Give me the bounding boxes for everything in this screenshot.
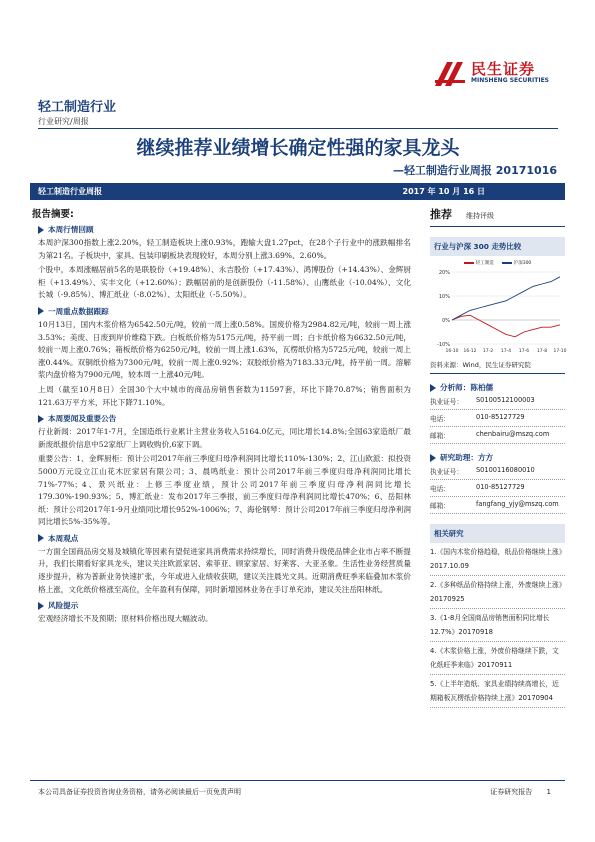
logo-en-text: MINSHENG SECURITIES bbox=[471, 77, 549, 84]
legend-swatch bbox=[464, 262, 474, 264]
info-label: 电话： bbox=[430, 415, 450, 423]
info-value[interactable]: chenbairu@mszq.com bbox=[476, 430, 550, 438]
footer-divider bbox=[30, 780, 565, 781]
section-risk bbox=[38, 600, 411, 626]
rating-maintain: 维持评级 bbox=[466, 212, 494, 220]
section-heading bbox=[38, 600, 411, 611]
related-item[interactable]: 4.《木浆价格上涨，外废价格继续下跌，文化纸旺季来临》20170911 bbox=[430, 642, 565, 675]
page-number: 1 bbox=[546, 788, 551, 796]
legend-swatch bbox=[502, 262, 512, 264]
y-tick-label: 10% bbox=[438, 294, 450, 300]
abstract-column bbox=[32, 206, 411, 628]
paragraph: 个股中，本周涨幅居前5名的是联股份（+19.48%）、永吉股份（+17.43%）、鸿博股份（+14.43%）、金辉厨柜（+13.49%）、实丰文化（+12.60%）；跌幅居前的是创新股份（-11.58%）、山鹰纸业（-10.04%）、文化长城（-9.85%）、博汇纸业（-8.02%）、太阳纸业（-5.50%）。 bbox=[38, 265, 411, 300]
analyst-heading bbox=[430, 382, 565, 393]
minsheng-logo-icon bbox=[433, 58, 467, 88]
section-heading bbox=[38, 224, 411, 235]
section-market-review bbox=[38, 224, 411, 302]
section-heading-text: 一周重点数据跟踪 bbox=[48, 306, 109, 316]
assistant-heading bbox=[430, 452, 565, 463]
section-news bbox=[38, 413, 411, 529]
section-heading bbox=[38, 413, 411, 424]
industry-name: 轻工制造行业 bbox=[38, 100, 117, 115]
rating: 推荐 bbox=[430, 208, 452, 221]
related-item[interactable]: 5.《上半年造纸、家具业绩持续高增长，近期箱板瓦楞纸价格持续上涨》20170904 bbox=[430, 675, 565, 708]
legend-label: 轻工制造 bbox=[475, 261, 494, 266]
chart-source: 资料来源：Wind，民生证券研究院 bbox=[430, 360, 565, 374]
triangle-bullet-icon bbox=[38, 415, 44, 423]
assistant-email-row bbox=[430, 497, 565, 514]
section-heading-text: 本周行情回顾 bbox=[48, 225, 94, 234]
y-tick-label: -10% bbox=[437, 342, 450, 348]
info-label: 邮箱： bbox=[430, 432, 450, 440]
section-heading-text: 风险提示 bbox=[48, 601, 79, 611]
paragraph: 宏观经济增长不及预期；原材料价格出现大幅波动。 bbox=[38, 614, 213, 624]
rating-row bbox=[430, 206, 565, 227]
y-tick-label: 0% bbox=[442, 318, 450, 324]
x-tick-label: 17-10 bbox=[553, 349, 567, 354]
section-heading-text: 本周观点 bbox=[48, 533, 79, 543]
report-type: 行业研究/周报 bbox=[38, 117, 89, 126]
section-viewpoint bbox=[38, 533, 411, 596]
line-chart bbox=[430, 266, 565, 356]
x-tick-label: 17-8 bbox=[536, 349, 548, 354]
x-tick-label: 16-12 bbox=[463, 349, 477, 354]
paragraph: 行业新闻：2017年1-7月，全国造纸行业累计主营业务收入5164.0亿元，同比增长14.8%;全国63家造纸厂最新废纸报价信息中52家纸厂上调收购价,6家下调。 bbox=[38, 427, 411, 449]
related-item[interactable]: 1.《国内木浆价格趋稳，纸品价格继续上涨》2017.10.09 bbox=[430, 543, 565, 576]
company-logo bbox=[433, 58, 549, 88]
x-tick-label: 17-6 bbox=[518, 349, 530, 354]
info-value: S0100116080010 bbox=[476, 466, 535, 474]
info-value[interactable]: fangfang_yjy@mszq.com bbox=[476, 500, 559, 508]
assistant-heading-text: 研究助理：方方 bbox=[440, 453, 494, 462]
report-subtitle: —轻工制造行业周报 20171016 bbox=[392, 164, 557, 177]
triangle-bullet-icon bbox=[430, 454, 436, 462]
paragraph: 本周沪深300指数上涨2.20%，轻工制造板块上涨0.93%，跑输大盘1.27pct，在28个子行业中的涨跌幅排名为第21名。子板块中，家具、包装印刷板块表现较好，本周分别上涨3.69%、2.60%。 bbox=[38, 238, 411, 260]
triangle-bullet-icon bbox=[38, 534, 44, 542]
sidebar bbox=[430, 206, 565, 708]
section-heading-text: 本周要闻及重要公告 bbox=[48, 414, 117, 424]
related-item[interactable]: 3.《1-8月全国商品房销售面积同比增长12.7%》20170918 bbox=[430, 609, 565, 642]
footer-right bbox=[478, 787, 551, 797]
logo-cn-text: 民生证券 bbox=[471, 60, 536, 78]
x-tick-label: 17-4 bbox=[500, 349, 512, 354]
x-tick-label: 16-10 bbox=[445, 349, 459, 354]
info-label: 电话： bbox=[430, 485, 450, 493]
related-heading: 相关研究 bbox=[430, 524, 565, 543]
paragraph: 10月13日，国内木浆价格为6542.50元/吨，较前一周上涨0.58%。国废价格为2984.82元/吨，较前一周上涨3.53%；美废、日废到岸价维稳下跌。白板纸价格为5175元/吨，持平前一周；白卡纸价格为6632.50元/吨，较前一周上涨0.76%；箱板纸价格为6250元/吨，较前一周上涨1.63%，瓦楞纸价格为5725元/吨，较前一周上涨0.44%。双铜纸价格为7300元/吨，较前一周上涨0.92%；双胶纸价格为7183.33元/吨，持平前一周。溶解浆内盘价格为7900元/吨，较本周一上涨40元/吨。 bbox=[38, 319, 411, 380]
series-line bbox=[452, 277, 560, 320]
series-line bbox=[452, 315, 560, 337]
related-item[interactable]: 2.《多种纸品价格持续上涨，外废继续上涨》20170925 bbox=[430, 576, 565, 609]
assistant-cert-row bbox=[430, 463, 565, 480]
paragraph: 重要公告：1、金辉厨柜：预计公司2017年前三季度归母净利润同比增长110%-130%；2、江山欧派：拟投资5000万元设立江山花木匠家居有限公司；3、晨鸣纸业：预计公司2017年前三季度归母净利润同比增长71%-77%；4、景兴纸业：上修三季度业绩，预计公司2017年前三季度归母净利润同比增长179.30%-190.93%；5、博汇纸业：发布2017年三季报，前三季度归母净利润同比增长470%；6、岳阳林纸：预计公司2017年1-9月业绩同比增长952%-1006%；7、海伦钢琴：预计公司2017年前三季度归母净利润同比增长5%-35%等。 bbox=[38, 454, 411, 527]
abstract-title: 报告摘要: bbox=[32, 209, 74, 220]
section-heading bbox=[38, 306, 411, 317]
band-date: 2017 年 10 月 16 日 bbox=[402, 187, 485, 196]
triangle-bullet-icon bbox=[430, 384, 436, 392]
analyst-heading-text: 分析师：陈柏儒 bbox=[440, 383, 494, 392]
analyst-phone-row bbox=[430, 410, 565, 427]
header-band bbox=[30, 183, 565, 200]
section-heading bbox=[38, 533, 411, 544]
trend-chart bbox=[430, 258, 565, 358]
info-label: 邮箱： bbox=[430, 502, 450, 510]
y-tick-label: 20% bbox=[438, 270, 450, 276]
x-tick-label: 17-2 bbox=[482, 349, 494, 354]
info-label: 执业证号： bbox=[430, 468, 463, 476]
footer-source: 证券研究报告 bbox=[490, 788, 533, 796]
info-value: 010-85127729 bbox=[476, 413, 525, 421]
chart-band-title: 行业与沪深 300 走势比较 bbox=[430, 237, 565, 256]
paragraph: 一方面全国商品房交易及城镇化等因素有望促进家具消费需求持续增长，同时消费升级使品牌企业市占率不断提升，我们长期看好家具龙头，建议关注欧派家居、索菲亚、顾家家居、好莱客、大亚圣象。生活性业务经营质量逐步提升，称为普新业务快速扩张，今年或进入业绩收获期，建议关注晨光文具。近期消费旺季来临叠加木浆价格上涨，文化纸价格涨至高位，全年盈利有保障，同时新增园林业务在手订单充沛，建议关注岳阳林纸。 bbox=[38, 546, 411, 594]
triangle-bullet-icon bbox=[38, 307, 44, 315]
section-key-data bbox=[38, 306, 411, 409]
analyst-email-row bbox=[430, 427, 565, 444]
analyst-cert-row bbox=[430, 393, 565, 410]
legend-label: 沪深300 bbox=[513, 261, 532, 266]
top-divider bbox=[38, 128, 558, 129]
paragraph: 上周（截至10月8日）全国30个大中城市的商品房销售套数为11597套，环比下降70.87%；销售面积为121.63万平方米，环比下降71.10%。 bbox=[38, 384, 411, 407]
info-label: 执业证号： bbox=[430, 398, 463, 406]
band-report-name: 轻工制造行业周报 bbox=[38, 187, 102, 196]
report-title: 继续推荐业绩增长确定性强的家具龙头 bbox=[136, 137, 460, 159]
assistant-phone-row bbox=[430, 480, 565, 497]
chart-legend bbox=[430, 258, 565, 266]
footer-disclaimer: 本公司具备证券投资咨询业务资格，请务必阅读最后一页免责声明 bbox=[38, 788, 241, 796]
info-value: S0100512100003 bbox=[476, 396, 535, 404]
triangle-bullet-icon bbox=[38, 226, 44, 234]
related-research bbox=[430, 524, 565, 708]
info-value: 010-85127729 bbox=[476, 483, 525, 491]
triangle-bullet-icon bbox=[38, 602, 44, 610]
